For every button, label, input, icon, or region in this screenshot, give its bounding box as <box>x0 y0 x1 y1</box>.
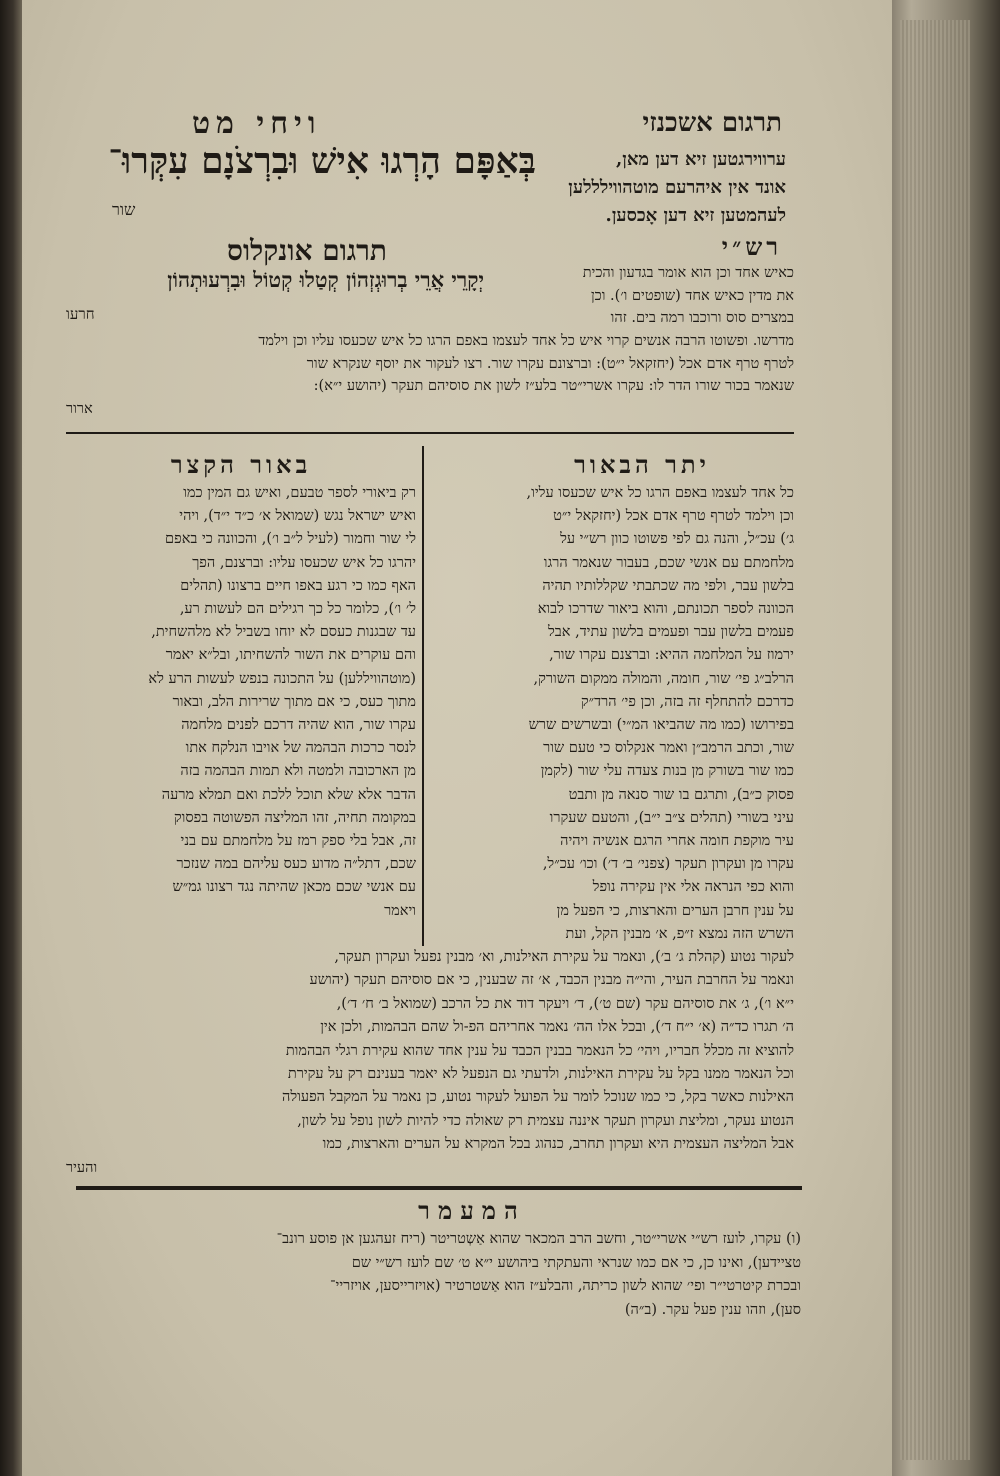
continuation-line: י״א ו׳), ג׳ את סוסיהם עקר (שם ט׳), ד׳ ויעקר דוד את כל הרכב (שמואל ב׳ ח׳ ד׳), <box>336 995 794 1012</box>
hameamar-notes <box>66 1228 801 1322</box>
onkelos-heading: תרגום אונקלוס <box>227 234 387 267</box>
column-line: על ענין חרבן הערים והארצות, כי הפעל מן <box>556 902 794 919</box>
column-line: הרלב״ג פי׳ שור, חומה, והמולה ממקום השורק, <box>533 670 794 687</box>
column-line: מלחמתם עם אנשי שכם, בעבור שנאמר הרגו <box>543 554 794 571</box>
yiddish-line: ערווירגטען זיא דען מאן, <box>616 149 786 170</box>
yiddish-translation <box>542 146 786 230</box>
book-binding-left <box>0 0 22 1476</box>
meamar-line: סען), וזהו ענין פעל עקר. (ב״ה) <box>624 1301 801 1318</box>
column-line: הכוונה לספר תכונתם, והוא ביאור שדרכו לבוא <box>537 601 794 618</box>
continuation-line: והעיר <box>66 1159 98 1176</box>
column-line: עד שבגנות כעסם לא יוחו בשביל לא מלהשחית, <box>151 624 416 641</box>
yeter-habeur-continuation <box>66 946 794 1180</box>
column-line: והוא כפי הנראה אלי אין עקירה נופל <box>592 879 794 896</box>
column-line: עם אנשי שכם מכאן שהיתה נגד רצונו גמ״ש <box>172 879 416 896</box>
meamar-line: (ו) עקרו, לועז רש״י אשרי״טר, וחשב הרב המכאר שהוא אַשְטריטר (ריח זעהגען אן פוסע רונב־ <box>276 1231 801 1247</box>
book-page <box>22 0 892 1476</box>
continuation-line: האילנות כאשר בקל, כי כמו שנוכל לומר על הפועל לעקור נטוע, כן נאמר על המקבל הפעולה <box>282 1089 794 1106</box>
rashi-catchword <box>66 398 266 421</box>
column-line: ירמוז על המלחמה ההיא: וברצנם עקרו שור, <box>549 647 794 664</box>
column-line: (מוטהוויללען) על התכונה בנפש לעשות הרע לא <box>148 670 416 687</box>
meamar-line: ובכרת קיטרטי״ר ופי׳ שהוא לשון כריתה, והבלע״ז הוא אַשטרטיר (אויזרייסען, אויזריי־ <box>329 1278 801 1294</box>
rashi-full-lines <box>66 330 794 398</box>
column-line: עקרו שור, הוא שהיה דרכם לפנים מלחמה <box>181 717 416 734</box>
continuation-line: ה׳ תגרו כד״ה (א׳ י״ח ד׳), ובכל אלו הה׳ נאמר אחריהם הפ-ול שהם הבהמות, ולכן אין <box>320 1019 794 1036</box>
column-line: מתוך כעס, כי אם מתוך שרירות הלב, ובאור <box>172 693 416 710</box>
column-line: וכן וילמד לטרף טרף אדם אכל (יחזקאל י״ט <box>553 508 794 525</box>
column-line: שור, וכתב הרמב״ן ואמר אנקלוס כי טעם שור <box>543 740 794 757</box>
catchword-shor: שור <box>112 200 136 219</box>
column-line: הדבר אלא שלא תוכל ללכת ואם תמלא מרעה <box>161 786 416 803</box>
targum-ashkenazi-heading: תרגום אשכנזי <box>642 108 782 138</box>
parasha-heading: ויחי מט <box>192 106 322 141</box>
column-line: השרש הזה נמצא ז״פ, א׳ מבנין הקל, ועת <box>565 925 794 942</box>
column-line: והם עוקרים את השור להשחיתו, ובל״א יאמר <box>165 647 416 664</box>
column-line: פעמים בלשון עבר ופעמים בלשון עתיד, אבל <box>548 624 794 641</box>
rashi-line: את מדין כאיש אחד (שופטים ו׳). וכן <box>590 287 794 304</box>
column-line: לי שור וחמור (לעיל ל״ב ו׳), והכוונה כי באפם <box>165 531 416 548</box>
column-line: עיר מוקפת חומה אחרי הרגם אנשיה ויהיה <box>560 833 794 850</box>
continuation-line: הנטוע נעקר, ומליצת ועקרון תעקר איננה עצמית רק שאולה כדי להיות לשון נופל על לשון, <box>297 1112 794 1129</box>
rashi-line: כאיש אחד וכן הוא אומר בגדעון והכית <box>582 265 794 281</box>
yeter-habeur-heading: יתר הבאור <box>574 450 710 479</box>
rashi-line: ארור <box>66 401 93 417</box>
rashi-line: מדרשו. ופשוטו הרבה אנשים קרוי איש כל אחד לעצמו באפם הרגו כל איש שכעסו עליו וכן וילמד <box>258 333 794 349</box>
meamar-line: טציידען), ואינו כן, כי אם כמו שנראי והעתקתי ביהושע י״א ט׳ שם לועז רש״י שם <box>351 1254 801 1271</box>
column-line: בפירושו (כמו מה שהביאו המ״י) ובשרשים שרש <box>528 717 794 734</box>
meamar-divider <box>76 1186 802 1190</box>
continuation-line: להוציא זה מכלל חבריו, ויהי׳ כל הנאמר בבנין הכבד על ענין אחד שהוא עקירת רגלי הבהמות <box>285 1042 794 1059</box>
continuation-line: ונאמר על החרבת העיר, והי״ה מבנין הכבד, א׳ זה שבענין, כי אם סוסיהם תעקר (יהושע <box>309 972 794 989</box>
column-line: עקרו מן ועקרון תעקר (צפני׳ ב׳ ד׳) וכו׳ עכ״ל, <box>542 856 794 873</box>
column-line: כדרכם להתחלף זה בזה, וכן פי׳ הרד״ק <box>580 693 794 710</box>
column-line: בלשון עבר, ולפי מה שכתבתי שקללותיו תהיה <box>542 577 794 594</box>
rashi-line: לטרף טרף אדם אכל (יחזקאל י״ט): וברצונם עקרו שור. רצו לעקור את יוסף שנקרא שור <box>306 355 794 372</box>
column-line: ל׳ ו׳), כלומר כל כך רגילים הם לעשות רע, <box>179 601 416 618</box>
yeter-habeur-column <box>428 482 794 946</box>
continuation-line: אבל המליצה העצמית היא ועקרון תחרב, כנהוג בכל המקרא על הערים והארצות, כמו <box>322 1136 794 1153</box>
rashi-heading: רש״י <box>721 232 782 261</box>
rashi-line: שנאמר בכור שורו הדר לו: עקרו אשרי״טר בלע״ז לשון את סוסיהם תעקר (יהושע י״א): <box>313 378 794 394</box>
beur-hakatzar-column <box>66 482 416 923</box>
column-line: כמו שור בשורק מן בנות צעדה עלי שור (לקמן <box>540 763 794 780</box>
continuation-line: וכל הנאמר ממנו בקל על עקירת האילנות, ולדעתי גם הנפעל לא יאמר בענינם רק על עקירת <box>287 1066 794 1083</box>
hameamar-heading: המעמר <box>418 1196 526 1225</box>
column-line: לנסר כרכות הבהמה של אויבו הנלקח אתו <box>185 740 416 757</box>
onkelos-text: יְקָרֵי אֲרֵי בְרוּגְזְהוֹן קְטַלוּ קְטוֹל וּבִרְעוּתְהוֹן <box>167 267 484 292</box>
section-divider <box>66 432 794 434</box>
column-line: מן הארכובה ולמטה ולא תמות הבהמה בזה <box>180 763 416 780</box>
column-line: כל אחד לעצמו באפם הרגו כל איש שכעסו עליו, <box>526 485 794 501</box>
column-line: רק ביאורי לספר טבעם, ואיש גם המין כמו <box>183 485 416 501</box>
column-divider <box>422 446 424 946</box>
column-line: ג׳) עכ״ל, והנה גם לפי פשוטו כוון רש״י על <box>560 531 794 548</box>
beur-hakatzar-heading: באור הקצר <box>170 450 312 479</box>
column-line: במקומה תחיה, זהו המליצה הפשוטה בפסוק <box>173 809 416 826</box>
column-line: ויאמר <box>384 902 416 919</box>
column-line: עיני בשורי (תהלים צ״ב י״ב), והטעם שעקרו <box>549 809 794 826</box>
yiddish-line: אונד אין איהרעם מוטהווילללען <box>568 177 786 198</box>
page-stack-texture <box>900 20 970 1460</box>
yiddish-line: לעהמטען זיא דען אָכסען. <box>605 205 786 226</box>
continuation-line: לעקור נטוע (קהלת ג׳ ב׳), ונאמר על עקירת האילנות, וא׳ מבנין נפעל ועקרון תעקר, <box>334 949 794 965</box>
rashi-line: במצרים סוס ורוכבו רמה בים. זהו <box>610 310 794 326</box>
column-line: ואיש ישראל נגש (שמואל א׳ כ״ד י״ד), ויהי <box>179 508 416 525</box>
column-line: שכם, דתל״ה מדוע כעס עליהם במה שנזכר <box>176 856 416 873</box>
rashi-right-lines <box>492 262 794 330</box>
column-line: יהרגו כל איש שכעסו עליו: וברצנם, הפך <box>192 554 416 571</box>
column-line: האף כמו כי רגע באפו חיים ברצונו (תהלים <box>180 577 416 594</box>
column-line: פסוק כ״ב), ותרגם בו שור סנאה מן ותבט <box>568 786 794 803</box>
main-verse: בְּאַפָּם הָרְגוּ אִישׁ וּבִרְצֹנָם עִקְּרוּ־ <box>108 140 536 182</box>
onkelos-catchword: חרעו <box>66 305 95 323</box>
column-line: זה, אבל בלי ספק רמז על מלחמתם עם בני <box>180 833 416 850</box>
